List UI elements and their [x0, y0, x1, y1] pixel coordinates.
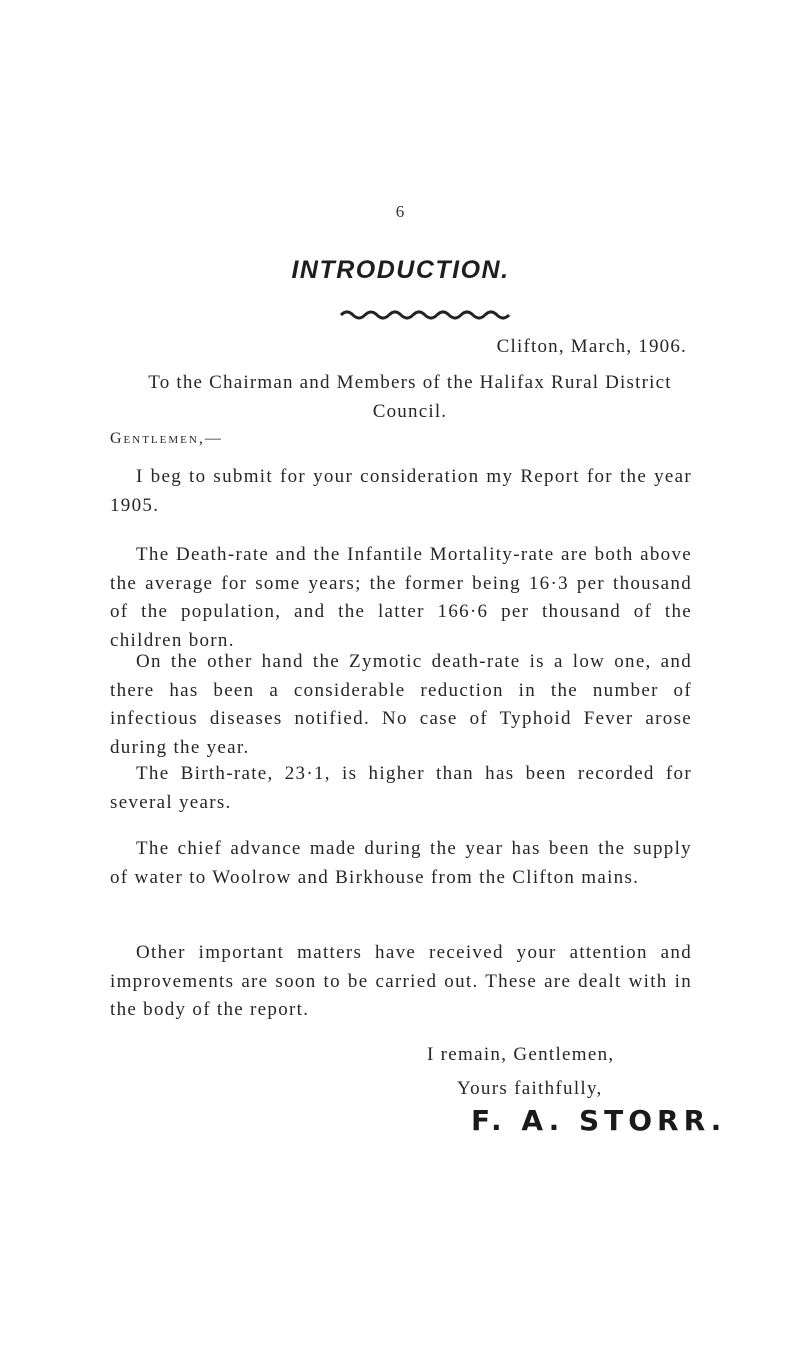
paragraph-other-matters: Other important matters have received your attention and improvements are soon to be carried out. These are dealt with in the body of the report. — [110, 942, 692, 1020]
letter-valediction: Yours faithfully, — [457, 1078, 603, 1099]
page-number: 6 — [395, 202, 406, 221]
letter-address: To the Chairman and Members of the Halifax Rural District Council. — [148, 372, 672, 422]
paragraph-death-rate: The Death-rate and the Infantile Mortality-rate are both above the average for some years; the former being 16·3 per thousand of the population, and the latter 166·6 per thousand of the children born. — [110, 544, 692, 651]
paragraph-water-supply: The chief advance made during the year has been the supply of water to Woolrow and Birkhouse from the Clifton mains. — [110, 838, 692, 888]
paragraph-report-submission: I beg to submit for your consideration my Report for the year 1905. — [110, 466, 692, 516]
page-title: INTRODUCTION. — [291, 256, 510, 284]
paragraph-birth-rate: The Birth-rate, 23·1, is higher than has been recorded for several years. — [110, 763, 692, 813]
letter-closing: I remain, Gentlemen, — [427, 1044, 615, 1065]
paragraph-zymotic-rate: On the other hand the Zymotic death-rate is a low one, and there has been a considerable reduction in the number of infectious diseases notified. No case of Typhoid Fever arose during the year. — [110, 651, 692, 758]
letter-dateline: Clifton, March, 1906. — [496, 336, 687, 357]
letter-salutation: Gentlemen,— — [110, 430, 223, 447]
letter-signature: F. A. STORR. — [471, 1104, 727, 1137]
wavy-rule-ornament — [339, 308, 514, 322]
